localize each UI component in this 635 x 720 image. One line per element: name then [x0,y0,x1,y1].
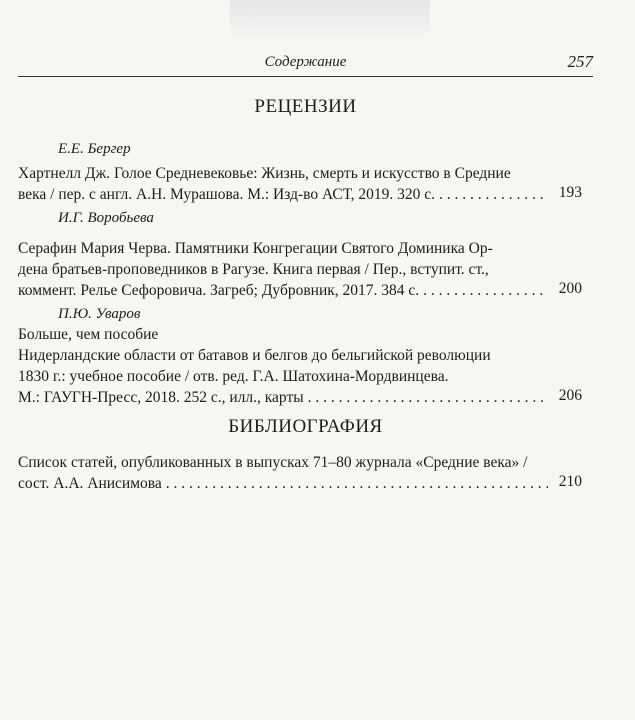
entry-author: И.Г. Воробьева [58,210,154,226]
page-number: 257 [567,52,593,71]
print-bleed [230,0,430,40]
leader-dots [166,473,548,494]
entry-line: Хартнелл Дж. Голое Средневековье: Жизнь, смерть и искусство в Средние [18,165,511,182]
entry-line: Нидерландские области от батавов и белгов до бельгийской революции [18,347,491,364]
section-title-reviews: РЕЦЕНЗИИ [254,96,357,117]
toc-entry [18,163,548,205]
entry-line: века / пер. с англ. А.Н. Мурашова. М.: Изд-во АСТ, 2019. 320 с. [18,186,436,203]
section-title-bibliography: БИБЛИОГРАФИЯ [228,416,383,437]
entry-line: Серафин Мария Черва. Памятники Конгрегации Святого Доминика Ор- [18,240,493,257]
entry-page-ref: 193 [558,184,582,201]
running-header [18,52,593,77]
running-title: Содержание [264,54,347,70]
entry-line: 1830 г.: учебное пособие / отв. ред. Г.А. Шатохина-Мордвинцева. [18,368,449,385]
entry-line: М.: ГАУГН-Пресс, 2018. 252 с., илл., карты [18,389,304,406]
entry-page-ref: 200 [558,280,582,297]
toc-entry [18,452,548,494]
entry-page-ref: 206 [558,387,582,404]
entry-line: Больше, чем пособие [18,326,159,343]
entry-line: дена братьев-проповедников в Рагузе. Книга первая / Пер., вступит. ст., [18,261,489,278]
toc-entry [18,324,548,408]
entry-line: Список статей, опубликованных в выпусках 71–80 журнала «Средние века» / [18,454,528,471]
toc-entry [18,238,548,301]
entry-line-last [18,280,548,301]
entry-line-last [18,473,548,494]
entry-line-last [18,184,548,205]
entry-line: сост. А.А. Анисимова [18,475,162,492]
entry-page-ref: 210 [558,473,582,490]
leader-dots [439,184,548,205]
entry-line-last [18,387,548,408]
entry-author: Е.Е. Бергер [58,141,131,157]
entry-line: коммент. Релье Сефоровича. Загреб; Дубровник, 2017. 384 с. [18,282,420,299]
entry-author: П.Ю. Уваров [58,306,141,322]
leader-dots [423,280,548,301]
leader-dots [308,387,548,408]
